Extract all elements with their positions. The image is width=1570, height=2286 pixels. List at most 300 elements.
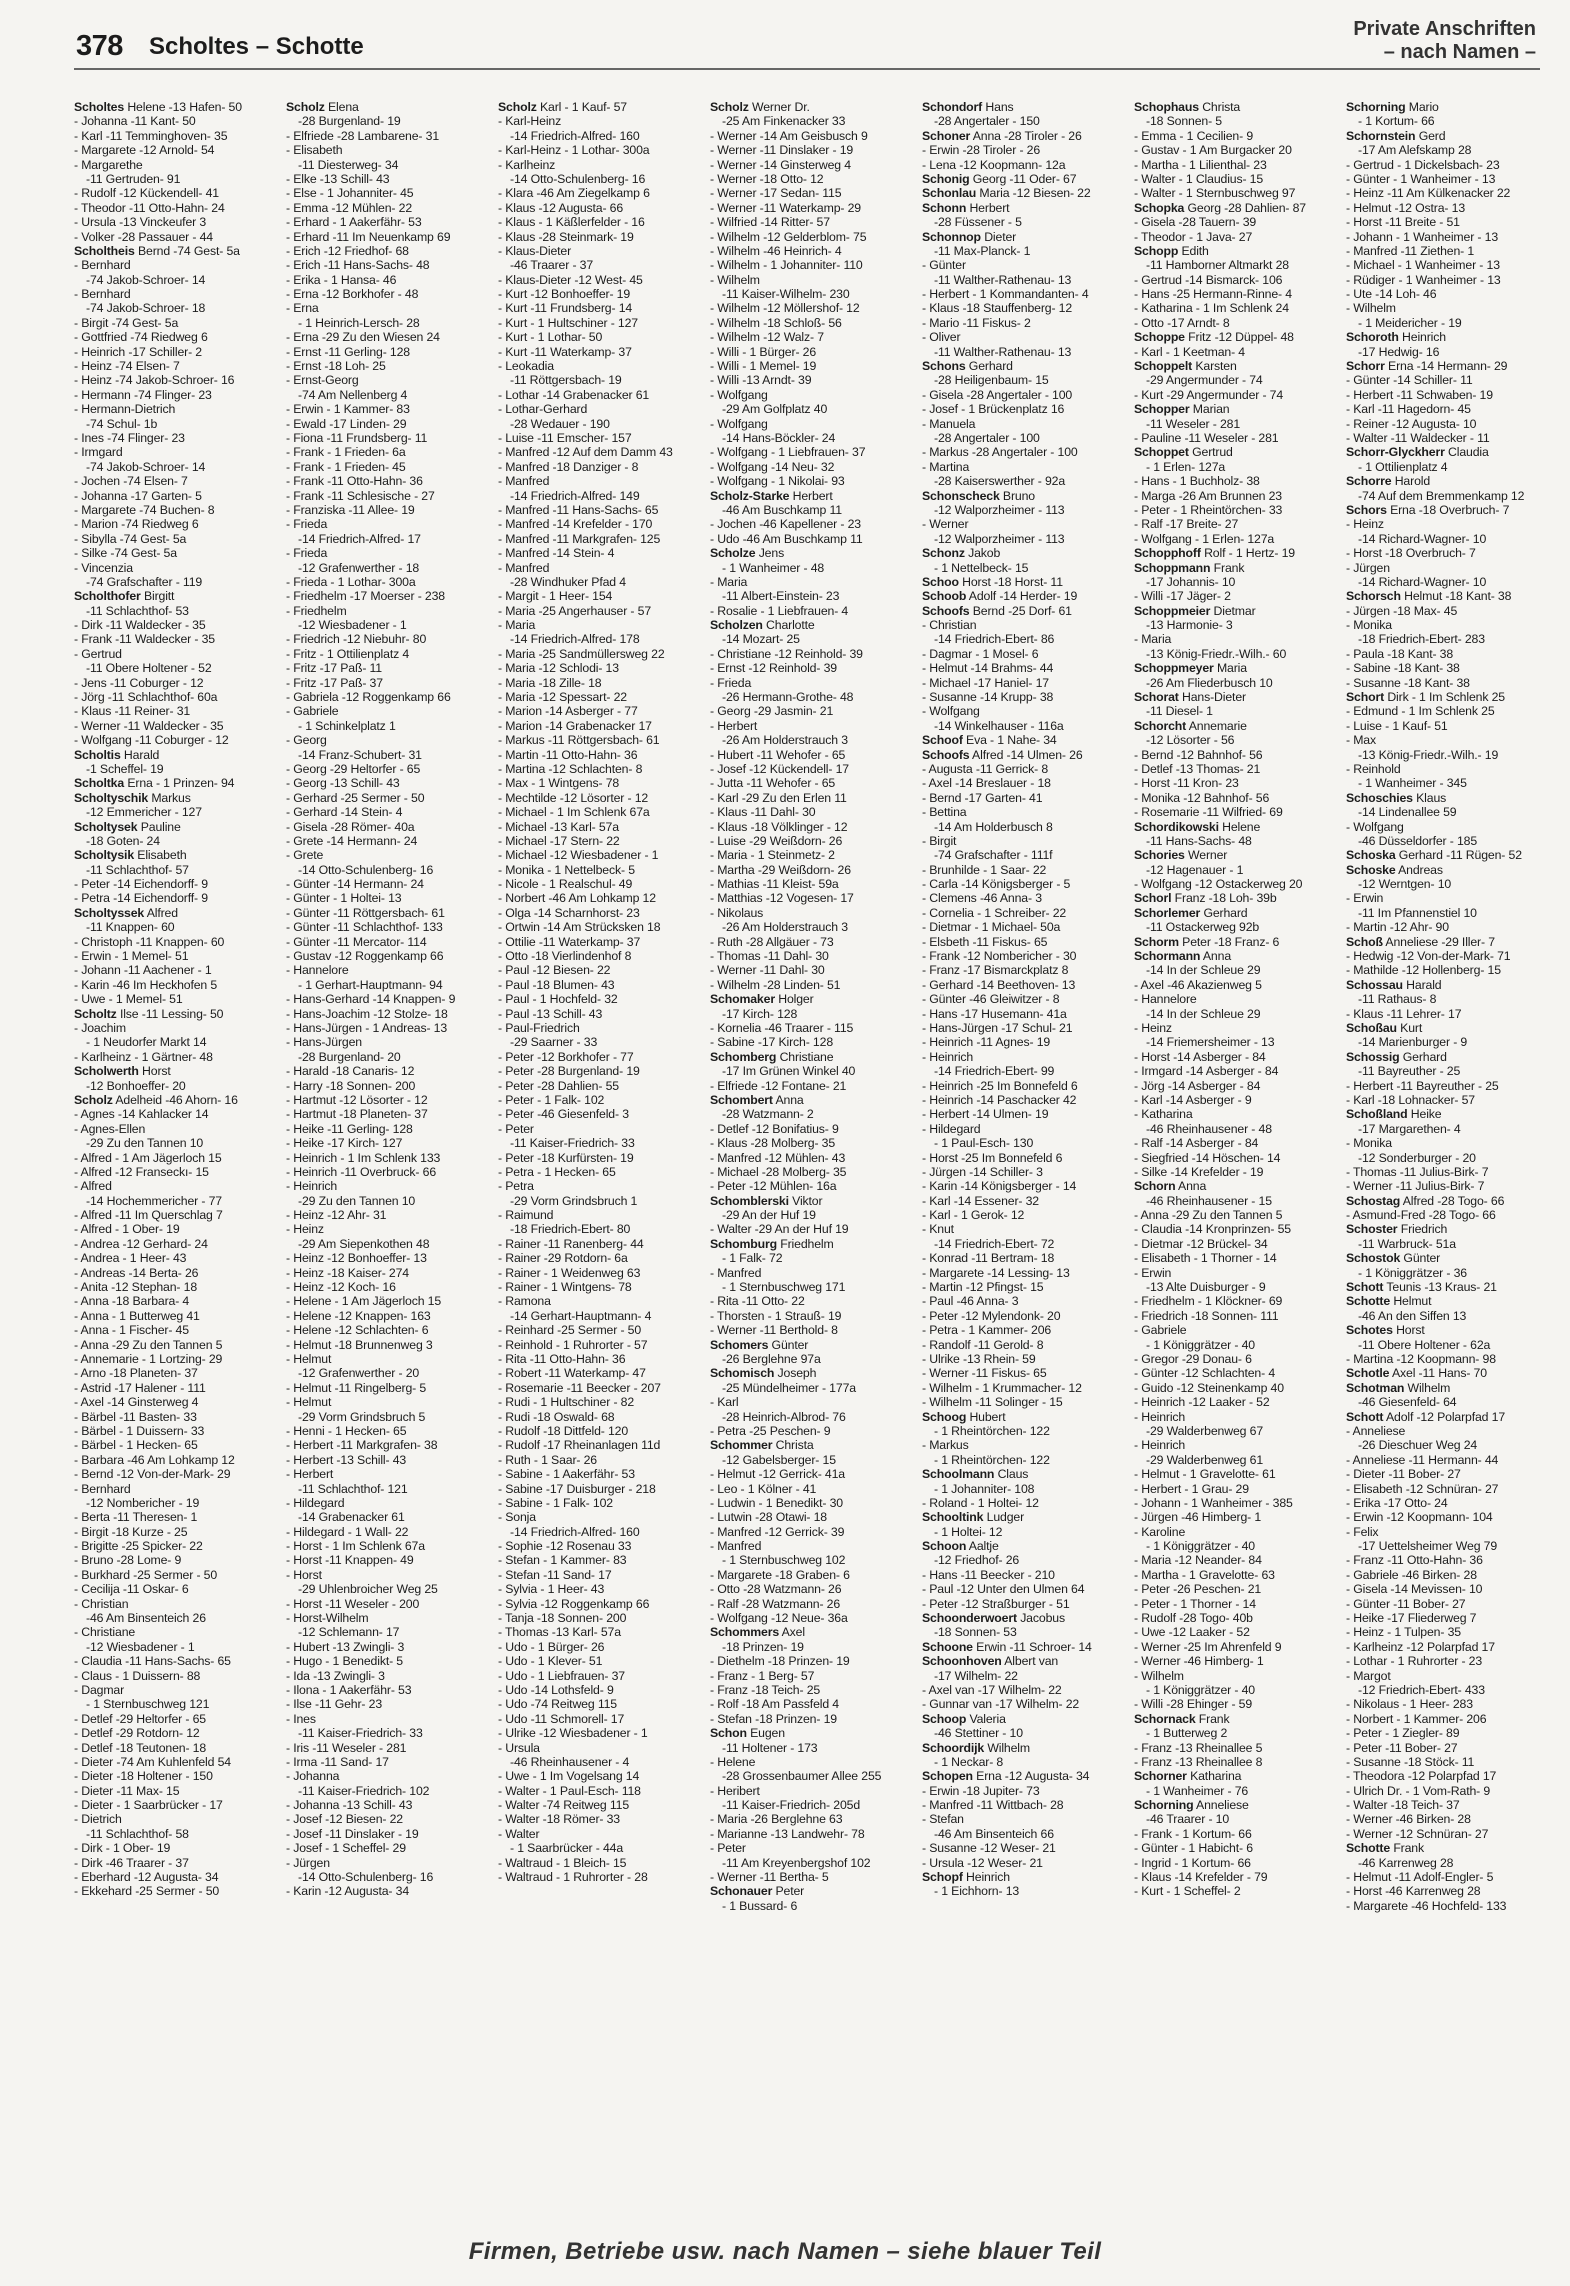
directory-entry-line: - Karoline bbox=[1134, 1524, 1186, 1539]
directory-entry-line: - Reinhard -25 Sermer - 50 bbox=[498, 1323, 642, 1338]
directory-entry-line: - Michael -17 Haniel- 17 bbox=[922, 675, 1049, 690]
directory-entry-line: Scholtka Erna - 1 Prinzen- 94 bbox=[74, 776, 235, 791]
directory-entry-line: - Alfred -11 Im Querschlag 7 bbox=[74, 1208, 223, 1223]
directory-entry-line: - Frank - 1 Frieden- 45 bbox=[286, 459, 406, 474]
directory-entry-line: - Hans-Joachim -12 Stolze- 18 bbox=[286, 1006, 448, 1021]
directory-entry-line: -11 Röttgersbach- 19 bbox=[510, 373, 622, 388]
directory-entry-line: - Elsbeth -11 Fiskus- 65 bbox=[922, 934, 1048, 949]
directory-entry-line: - Emma -12 Mühlen- 22 bbox=[286, 200, 413, 215]
directory-entry-line: -14 Franz-Schubert- 31 bbox=[298, 747, 422, 762]
directory-entry-line: Schoob Adolf -14 Herder- 19 bbox=[922, 589, 1078, 604]
directory-entry-line: -29 Uhlenbroicher Weg 25 bbox=[298, 1582, 438, 1597]
directory-entry-line: - Kornelia -46 Traarer - 115 bbox=[710, 1021, 854, 1035]
directory-entry-line: Schornstein Gerd bbox=[1346, 128, 1446, 143]
directory-entry-line: - Herbert -13 Schill- 43 bbox=[286, 1452, 407, 1467]
directory-entry-line: - Rosemarie -11 Beecker - 207 bbox=[498, 1380, 661, 1395]
directory-entry-line: - Erwin -18 Jupiter- 73 bbox=[922, 1783, 1040, 1798]
directory-entry-line: - Burkhard -25 Sermer - 50 bbox=[74, 1567, 218, 1582]
directory-entry-line: Scholtyssek Alfred bbox=[74, 905, 178, 920]
directory-entry-line: Scholze Jens bbox=[710, 546, 785, 561]
directory-entry-line: - Sophie -12 Rosenau 33 bbox=[498, 1539, 632, 1554]
directory-entry-line: - Werner -11 Berthold- 8 bbox=[710, 1323, 838, 1338]
directory-entry-line: - Jochen -46 Kapellener - 23 bbox=[710, 517, 861, 532]
directory-entry-line: - Axel -14 Breslauer - 18 bbox=[922, 776, 1051, 791]
directory-entry-line: - Vincenzia bbox=[74, 560, 133, 575]
directory-entry-line: - Helmut bbox=[286, 1351, 332, 1366]
directory-entry-line: -17 Johannis- 10 bbox=[1146, 574, 1236, 589]
directory-entry-line: - Maria bbox=[1134, 632, 1172, 647]
directory-entry-line: - Hubert -11 Wehofer - 65 bbox=[710, 747, 846, 762]
directory-entry-line: - 1 Meidericher - 19 bbox=[1358, 315, 1462, 330]
directory-entry-line: - Elisabeth - 1 Thorner - 14 bbox=[1134, 1251, 1277, 1266]
directory-entry-line: - Sylvia -12 Roggenkamp 66 bbox=[498, 1596, 650, 1611]
directory-entry-line: - Ernst -18 Loh- 25 bbox=[286, 359, 386, 374]
directory-entry-line: Schorat Hans-Dieter bbox=[1134, 690, 1246, 705]
directory-entry-line: - Hans -11 Beecker - 210 bbox=[922, 1567, 1055, 1582]
directory-entry-line: - Hildegard bbox=[922, 1121, 981, 1136]
directory-entry-line: - 1 Rheintörchen- 122 bbox=[934, 1452, 1050, 1467]
directory-column-7 bbox=[1346, 100, 1554, 2230]
directory-entry-line: -74 Grafschafter - 111f bbox=[934, 848, 1053, 863]
directory-entry-line: Scholtheis Bernd -74 Gest- 5a bbox=[74, 243, 240, 258]
directory-entry-line: - Ralf -17 Breite- 27 bbox=[1134, 517, 1239, 532]
directory-entry-line: - Erika - 1 Hansa- 46 bbox=[286, 272, 397, 287]
directory-entry-line: Scholz Karl - 1 Kauf- 57 bbox=[498, 100, 627, 114]
directory-entry-line: -11 Walther-Rathenau- 13 bbox=[934, 272, 1072, 287]
directory-entry-line: - Udo -11 Schmorell- 17 bbox=[498, 1711, 625, 1726]
directory-entry-line: Schoroth Heinrich bbox=[1346, 330, 1446, 345]
directory-entry-line: Schorlemer Gerhard bbox=[1134, 905, 1248, 920]
directory-entry-line: -28 Wedauer - 190 bbox=[510, 416, 610, 431]
directory-entry-line: Scholz-Starke Herbert bbox=[710, 488, 833, 503]
directory-entry-line: - Heinz -74 Jakob-Schroer- 16 bbox=[74, 373, 235, 388]
directory-entry-line: - Werner -46 Birken- 28 bbox=[1346, 1812, 1471, 1827]
directory-entry-line: - Werner -14 Am Geisbusch 9 bbox=[710, 128, 868, 143]
directory-entry-line: - Heike -17 Fliederweg 7 bbox=[1346, 1611, 1477, 1626]
directory-entry-line: Schoog Hubert bbox=[922, 1409, 1006, 1424]
directory-entry-line: - Dagmar bbox=[74, 1682, 125, 1697]
directory-entry-line: - Silke -74 Gest- 5a bbox=[74, 546, 177, 561]
directory-entry-line: - Gottfried -74 Riedweg 6 bbox=[74, 330, 208, 345]
directory-entry-line: - Günter - 1 Holtei- 13 bbox=[286, 891, 402, 906]
directory-entry-line: - Rainer -11 Ranenberg- 44 bbox=[498, 1236, 644, 1251]
directory-entry-line: - Theodor - 1 Java- 27 bbox=[1134, 229, 1253, 244]
directory-entry-line: - Wilhelm bbox=[1346, 301, 1396, 316]
directory-entry-line: - Günter -11 Röttgersbach- 61 bbox=[286, 905, 445, 920]
directory-entry-line: - Jochen -74 Elsen- 7 bbox=[74, 474, 188, 489]
directory-entry-line: - Leokadia bbox=[498, 359, 554, 374]
directory-entry-line: Schoschies Klaus bbox=[1346, 790, 1447, 805]
directory-entry-line: - 1 Ottilienplatz 4 bbox=[1358, 459, 1448, 474]
directory-entry-line: - Franz -18 Teich- 25 bbox=[710, 1682, 821, 1697]
directory-entry-line: -17 Uettelsheimer Weg 79 bbox=[1358, 1539, 1498, 1554]
directory-entry-line: -12 Wiesbadener - 1 bbox=[86, 1639, 195, 1654]
directory-entry-line: -28 Angertaler - 100 bbox=[934, 430, 1040, 445]
directory-entry-line: - Rudolf -28 Togo- 40b bbox=[1134, 1611, 1253, 1626]
directory-entry-line: - Heinrich - 1 Im Schlenk 133 bbox=[286, 1150, 441, 1165]
directory-entry-line: - Karl -18 Lohnacker- 57 bbox=[1346, 1092, 1475, 1107]
directory-entry-line: -14 In der Schleue 29 bbox=[1146, 963, 1261, 978]
directory-entry-line: -29 Zu den Tannen 10 bbox=[86, 1136, 204, 1151]
directory-entry-line: -18 Sonnen- 53 bbox=[934, 1625, 1017, 1640]
directory-entry-line: Schoordijk Wilhelm bbox=[922, 1740, 1030, 1755]
directory-entry-line: - Nikolaus bbox=[710, 905, 764, 920]
directory-entry-line: -29 Walderbenweg 67 bbox=[1146, 1423, 1264, 1438]
directory-column-3 bbox=[498, 100, 706, 2230]
directory-entry-line: - Kurt - 1 Lothar- 50 bbox=[498, 330, 603, 345]
directory-entry-line: - Gisela -14 Mevissen- 10 bbox=[1346, 1582, 1483, 1597]
directory-entry-line: - Karl -11 Temminghoven- 35 bbox=[74, 128, 228, 143]
directory-entry-line: - 1 Holtei- 12 bbox=[934, 1524, 1003, 1539]
directory-entry-line: - Erwin bbox=[1346, 891, 1384, 906]
directory-entry-line: - Cornelia - 1 Schreiber- 22 bbox=[922, 905, 1067, 920]
directory-entry-line: - Johanna -11 Kant- 50 bbox=[74, 114, 196, 129]
directory-entry-line: - Heinz -11 Am Külkenacker 22 bbox=[1346, 186, 1511, 201]
directory-entry-line: - Ursula -13 Vinckeufer 3 bbox=[74, 215, 207, 230]
directory-entry-line: - 1 Kortum- 66 bbox=[1358, 114, 1435, 129]
directory-entry-line: - Carla -14 Königsberger - 5 bbox=[922, 877, 1071, 892]
directory-entry-line: - Randolf -11 Gerold- 8 bbox=[922, 1337, 1044, 1352]
directory-entry-line: - Diethelm -18 Prinzen- 19 bbox=[710, 1654, 850, 1669]
directory-entry-line: - Anneliese bbox=[1346, 1423, 1406, 1438]
directory-entry-line: -14 Otto-Schulenberg- 16 bbox=[298, 862, 434, 877]
directory-entry-line: -18 Prinzen- 19 bbox=[722, 1639, 804, 1654]
directory-entry-line: - Helmut -12 Gerrick- 41a bbox=[710, 1467, 845, 1482]
directory-entry-line: - Friedhelm bbox=[286, 603, 347, 618]
directory-entry-line: - Clemens -46 Anna- 3 bbox=[922, 891, 1042, 906]
directory-entry-line: - Johann - 1 Wanheimer - 385 bbox=[1134, 1495, 1293, 1510]
directory-entry-line: - Rudolf -12 Kückendell- 41 bbox=[74, 186, 219, 201]
directory-entry-line: - Hans-Jürgen - 1 Andreas- 13 bbox=[286, 1021, 448, 1035]
directory-entry-line: - Ortwin -14 Am Strücksken 18 bbox=[498, 920, 661, 935]
directory-entry-line: - Hedwig -12 Von-der-Mark- 71 bbox=[1346, 949, 1511, 964]
directory-entry-line: - Detlef -18 Teutonen- 18 bbox=[74, 1740, 207, 1755]
directory-entry-line: Schoppelt Karsten bbox=[1134, 359, 1237, 374]
directory-entry-line: -14 Am Holderbusch 8 bbox=[934, 819, 1053, 834]
directory-entry-line: - Dieter -18 Holtener - 150 bbox=[74, 1769, 213, 1784]
directory-entry-line: - Theodor -11 Otto-Hahn- 24 bbox=[74, 200, 225, 215]
directory-entry-line: - Klaus -18 Stauffenberg- 12 bbox=[922, 301, 1073, 316]
directory-entry-line: - Peter -12 Mylendonk- 20 bbox=[922, 1308, 1061, 1323]
directory-entry-line: -46 Am Binsenteich 66 bbox=[934, 1826, 1054, 1841]
directory-entry-line: -11 Bayreuther - 25 bbox=[1358, 1064, 1461, 1079]
directory-entry-line: -11 Ostackerweg 92b bbox=[1146, 920, 1260, 935]
directory-entry-line: - Max bbox=[1346, 733, 1376, 748]
directory-entry-line: - Olga -14 Scharnhorst- 23 bbox=[498, 905, 640, 920]
directory-entry-line: - Brigitte -25 Spicker- 22 bbox=[74, 1539, 203, 1554]
directory-entry-line: - Annemarie - 1 Lortzing- 29 bbox=[74, 1351, 223, 1366]
directory-entry-line: -74 Jakob-Schroer- 18 bbox=[86, 301, 206, 316]
page-number: 378 bbox=[76, 30, 123, 62]
directory-entry-line: - Heinz - 1 Tulpen- 35 bbox=[1346, 1625, 1461, 1640]
directory-entry-line: - Ludwin - 1 Benedikt- 30 bbox=[710, 1495, 843, 1510]
directory-entry-line: - Axel -14 Ginsterweg 4 bbox=[74, 1395, 199, 1410]
directory-column-2 bbox=[286, 100, 494, 2230]
directory-entry-line: -14 In der Schleue 29 bbox=[1146, 1006, 1261, 1021]
directory-entry-line: - Hildegard bbox=[286, 1495, 345, 1510]
directory-entry-line: - Herbert -11 Bayreuther - 25 bbox=[1346, 1078, 1499, 1093]
directory-entry-line: -11 Max-Planck- 1 bbox=[934, 243, 1031, 258]
directory-entry-line: - Günter -11 Bober- 27 bbox=[1346, 1596, 1466, 1611]
directory-entry-line: - Michael - 1 Wanheimer - 13 bbox=[1346, 258, 1500, 273]
directory-entry-line: - Stefan bbox=[922, 1812, 964, 1827]
directory-entry-line: - Werner -11 Waldecker - 35 bbox=[74, 718, 224, 733]
directory-entry-line: - Claudia -14 Kronprinzen- 55 bbox=[1134, 1222, 1291, 1237]
directory-entry-line: - 1 Sternbuschweg 121 bbox=[86, 1697, 210, 1712]
directory-entry-line: - Frieda - 1 Lothar- 300a bbox=[286, 574, 416, 589]
directory-entry-line: - Bernhard bbox=[74, 1481, 131, 1496]
directory-entry-line: - Hannelore bbox=[1134, 992, 1197, 1007]
directory-entry-line: - Sabine -17 Kirch- 128 bbox=[710, 1035, 834, 1050]
directory-entry-line: - Helmut bbox=[286, 1395, 332, 1410]
directory-entry-line: Schopper Marian bbox=[1134, 402, 1230, 417]
directory-entry-line: - Harry -18 Sonnen- 200 bbox=[286, 1078, 416, 1093]
directory-entry-line: - 1 Sternbuschweg 171 bbox=[722, 1280, 846, 1295]
directory-entry-line: - Monika -12 Bahnhof- 56 bbox=[1134, 790, 1270, 805]
directory-entry-line: - Peter -18 Kurfürsten- 19 bbox=[498, 1150, 634, 1165]
directory-entry-line: -11 Diesel- 1 bbox=[1146, 704, 1213, 719]
directory-entry-line: -12 Lösorter - 56 bbox=[1146, 733, 1235, 748]
directory-entry-line: - Josef -12 Biesen- 22 bbox=[286, 1812, 403, 1827]
directory-entry-line: - Franz - 1 Berg- 57 bbox=[710, 1668, 815, 1683]
directory-entry-line: - Luise -29 Weißdorn- 26 bbox=[710, 833, 843, 848]
directory-entry-line: - Gertrud - 1 Dickelsbach- 23 bbox=[1346, 157, 1500, 172]
directory-entry-line: - Helmut -18 Brunnenweg 3 bbox=[286, 1337, 433, 1352]
directory-entry-line: Schorn Anna bbox=[1134, 1179, 1207, 1194]
directory-entry-line: - Detlef -12 Bonifatius- 9 bbox=[710, 1121, 839, 1136]
directory-entry-line: - Petra -14 Eichendorff- 9 bbox=[74, 891, 208, 906]
directory-entry-line: - Werner -11 Waterkamp- 29 bbox=[710, 200, 861, 215]
directory-entry-line: - Ulrike -13 Rhein- 59 bbox=[922, 1351, 1036, 1366]
directory-entry-line: - Heinz -12 Bonhoeffer- 13 bbox=[286, 1251, 427, 1266]
directory-entry-line: Schophaus Christa bbox=[1134, 100, 1241, 114]
directory-entry-line: - Werner -18 Otto- 12 bbox=[710, 171, 824, 186]
directory-entry-line: Scholtyschik Markus bbox=[74, 790, 191, 805]
directory-entry-line: Schonig Georg -11 Oder- 67 bbox=[922, 171, 1077, 186]
directory-entry-line: - Erwin -28 Tiroler - 26 bbox=[922, 143, 1041, 158]
directory-entry-line: - Heinz bbox=[286, 1222, 324, 1237]
directory-entry-line: -29 Vorm Grindsbruch 5 bbox=[298, 1409, 426, 1424]
directory-entry-line: - 1 Schinkelplatz 1 bbox=[298, 718, 396, 733]
directory-entry-line: - Günter bbox=[922, 258, 966, 273]
directory-entry-line: - Walter -18 Römer- 33 bbox=[498, 1812, 620, 1827]
directory-entry-line: - Gerhard -14 Beethoven- 13 bbox=[922, 977, 1076, 992]
directory-entry-line: - Michael -17 Stern- 22 bbox=[498, 833, 620, 848]
directory-entry-line: - Nicole - 1 Realschul- 49 bbox=[498, 877, 633, 892]
directory-entry-line: -28 Heiligenbaum- 15 bbox=[934, 373, 1049, 388]
directory-entry-line: -12 Werntgen- 10 bbox=[1358, 877, 1452, 892]
directory-entry-line: - Elisabeth bbox=[286, 143, 343, 158]
directory-entry-line: - Ulrike -12 Wiesbadener - 1 bbox=[498, 1726, 648, 1741]
directory-entry-line: - Heinrich -12 Laaker - 52 bbox=[1134, 1395, 1270, 1410]
directory-entry-line: - Erna bbox=[286, 301, 319, 316]
directory-entry-line: -46 Rheinhausener - 15 bbox=[1146, 1193, 1272, 1208]
directory-entry-line: Scholtysik Elisabeth bbox=[74, 848, 187, 863]
directory-entry-line: -28 Burgenland- 19 bbox=[298, 114, 401, 129]
directory-entry-line: - Werner -11 Dinslaker - 19 bbox=[710, 143, 854, 158]
directory-entry-line: Schoof Eva - 1 Nahe- 34 bbox=[922, 733, 1057, 748]
directory-entry-line: - Werner -11 Dahl- 30 bbox=[710, 963, 825, 978]
directory-entry-line: - Udo -46 Am Buschkamp 11 bbox=[710, 531, 863, 546]
directory-entry-line: - Wilhelm -46 Heinrich- 4 bbox=[710, 243, 842, 258]
directory-entry-line: Schoon Aaltje bbox=[922, 1539, 999, 1554]
directory-entry-line: - Sabine -17 Duisburger - 218 bbox=[498, 1481, 656, 1496]
directory-entry-line: - Margit - 1 Heer- 154 bbox=[498, 589, 613, 604]
directory-entry-line: - Thomas -13 Karl- 57a bbox=[498, 1625, 621, 1640]
directory-entry-line: - Christiane -12 Reinhold- 39 bbox=[710, 646, 863, 661]
directory-entry-line: - Alfred bbox=[74, 1179, 112, 1194]
directory-entry-line: - Ernst-Georg bbox=[286, 373, 359, 388]
directory-entry-line: - Gerhard -25 Sermer - 50 bbox=[286, 790, 425, 805]
directory-entry-line: - Agnes-Ellen bbox=[74, 1121, 146, 1136]
directory-entry-line: Schooltink Ludger bbox=[922, 1510, 1025, 1525]
directory-entry-line: -14 Otto-Schulenberg- 16 bbox=[510, 171, 646, 186]
directory-entry-line: -26 Dieschuer Weg 24 bbox=[1358, 1438, 1478, 1453]
directory-entry-line: - Irmgard bbox=[74, 445, 123, 460]
directory-entry-line: - Hermann-Dietrich bbox=[74, 402, 176, 417]
directory-entry-line: -11 Im Pfannenstiel 10 bbox=[1358, 905, 1477, 920]
directory-entry-line: - Manfred -11 Hans-Sachs- 65 bbox=[498, 502, 659, 517]
directory-entry-line: - Walter - 1 Paul-Esch- 118 bbox=[498, 1783, 641, 1798]
directory-entry-line: - Bärbel -11 Basten- 33 bbox=[74, 1409, 197, 1424]
directory-entry-line: - Irmgard -14 Asberger - 84 bbox=[1134, 1064, 1279, 1079]
directory-entry-line: - Dirk - 1 Ober- 19 bbox=[74, 1841, 171, 1856]
directory-entry-line: -12 Nombericher - 19 bbox=[86, 1495, 200, 1510]
directory-entry-line: - Monika - 1 Nettelbeck- 5 bbox=[498, 862, 635, 877]
directory-entry-line: - Peter -28 Burgenland- 19 bbox=[498, 1064, 640, 1079]
directory-entry-line: - Claudia -11 Hans-Sachs- 65 bbox=[74, 1654, 231, 1669]
directory-entry-line: - Franz -11 Otto-Hahn- 36 bbox=[1346, 1553, 1483, 1568]
directory-entry-line: - Martina -12 Koopmann- 98 bbox=[1346, 1351, 1496, 1366]
directory-entry-line: - Axel -46 Akazienweg 5 bbox=[1134, 977, 1262, 992]
directory-entry-line: - Grete bbox=[286, 848, 324, 863]
directory-entry-line: -11 Kaiser-Friedrich- 102 bbox=[298, 1783, 430, 1798]
directory-entry-line: - Marion -14 Asberger - 77 bbox=[498, 704, 638, 719]
directory-entry-line: - Joachim bbox=[74, 1021, 126, 1035]
directory-entry-line: - Arno -18 Planeten- 37 bbox=[74, 1366, 198, 1381]
directory-entry-line: - Edmund - 1 Im Schlenk 25 bbox=[1346, 704, 1495, 719]
directory-entry-line: Scholtes Helene -13 Hafen- 50 bbox=[74, 100, 242, 114]
directory-entry-line: Schonlau Maria -12 Biesen- 22 bbox=[922, 186, 1091, 201]
directory-entry-line: -28 Watzmann- 2 bbox=[722, 1107, 814, 1122]
directory-entry-line: - Sabine - 1 Falk- 102 bbox=[498, 1495, 613, 1510]
directory-entry-line: - Birgit -74 Gest- 5a bbox=[74, 315, 179, 330]
directory-entry-line: - Klaus -11 Dahl- 30 bbox=[710, 805, 816, 820]
directory-entry-line: - Bernd -12 Bahnhof- 56 bbox=[1134, 747, 1263, 762]
directory-entry-line: -11 Schlachthof- 53 bbox=[86, 603, 189, 618]
directory-entry-line: Scholz Adelheid -46 Ahorn- 16 bbox=[74, 1092, 238, 1107]
directory-entry-line: - Fiona -11 Frundsberg- 11 bbox=[286, 430, 428, 445]
directory-entry-line: -28 Heinrich-Albrod- 76 bbox=[722, 1409, 846, 1424]
directory-entry-line: -28 Angertaler - 150 bbox=[934, 114, 1040, 129]
directory-entry-line: - Guido -12 Steinenkamp 40 bbox=[1134, 1380, 1284, 1395]
directory-entry-line: - Willi -13 Arndt- 39 bbox=[710, 373, 812, 388]
directory-entry-line: Schoofs Bernd -25 Dorf- 61 bbox=[922, 603, 1072, 618]
directory-entry-line: - Udo - 1 Liebfrauen- 37 bbox=[498, 1668, 625, 1683]
directory-entry-line: - Alfred - 1 Am Jägerloch 15 bbox=[74, 1150, 222, 1165]
directory-entry-line: - Horst -14 Asberger - 84 bbox=[1134, 1049, 1266, 1064]
directory-entry-line: Schotte Frank bbox=[1346, 1841, 1424, 1856]
directory-entry-line: - Johanna -17 Garten- 5 bbox=[74, 488, 202, 503]
directory-entry-line: -26 Berglehne 97a bbox=[722, 1351, 821, 1366]
directory-entry-line: - Walter -11 Waldecker - 11 bbox=[1346, 430, 1490, 445]
directory-entry-line: - Frank - 1 Frieden- 6a bbox=[286, 445, 406, 460]
directory-entry-line: - Gertrud bbox=[74, 646, 122, 661]
directory-entry-line: -11 Kaiser-Wilhelm- 230 bbox=[722, 287, 850, 302]
directory-entry-line: - Nikolaus - 1 Heer- 283 bbox=[1346, 1697, 1473, 1712]
directory-entry-line: - Friedrich -18 Sonnen- 111 bbox=[1134, 1308, 1279, 1323]
directory-entry-line: Schorr-Glyckherr Claudia bbox=[1346, 445, 1489, 460]
directory-entry-line: -14 Friedrich-Alfred- 149 bbox=[510, 488, 640, 503]
directory-entry-line: - Marga -26 Am Brunnen 23 bbox=[1134, 488, 1282, 503]
directory-entry-line: - Peter -12 Borkhofer - 77 bbox=[498, 1049, 634, 1064]
directory-entry-line: - Norbert -46 Am Lohkamp 12 bbox=[498, 891, 656, 906]
directory-entry-line: - Grete -14 Hermann- 24 bbox=[286, 833, 418, 848]
directory-entry-line: -14 Friedrich-Alfred- 17 bbox=[298, 531, 421, 546]
directory-entry-line: -13 König-Friedr.-Wilh.- 19 bbox=[1358, 747, 1499, 762]
directory-entry-line: -11 Hamborner Altmarkt 28 bbox=[1146, 258, 1289, 273]
directory-entry-line: -14 Hochemmericher - 77 bbox=[86, 1193, 222, 1208]
directory-entry-line: - Werner -11 Fiskus- 65 bbox=[922, 1366, 1047, 1381]
directory-entry-line: - Michael -12 Wiesbadener - 1 bbox=[498, 848, 659, 863]
directory-entry-line: - Sabine - 1 Aakerfähr- 53 bbox=[498, 1467, 635, 1482]
directory-entry-line: - Jutta -11 Wehofer - 65 bbox=[710, 776, 836, 791]
directory-entry-line: - Herbert bbox=[710, 718, 758, 733]
directory-entry-line: -26 Am Fliederbusch 10 bbox=[1146, 675, 1273, 690]
directory-entry-line: - Maria -25 Angerhauser - 57 bbox=[498, 603, 652, 618]
directory-entry-line: -18 Goten- 24 bbox=[86, 833, 160, 848]
directory-entry-line: -11 Walther-Rathenau- 13 bbox=[934, 344, 1072, 359]
directory-entry-line: - Ruth -28 Allgäuer - 73 bbox=[710, 934, 834, 949]
directory-entry-line: -28 Kaiserswerther - 92a bbox=[934, 474, 1066, 489]
directory-entry-line: - Karl -14 Essener- 32 bbox=[922, 1193, 1039, 1208]
directory-entry-line: Schoske Andreas bbox=[1346, 862, 1443, 877]
directory-entry-line: Schoo Horst -18 Horst- 11 bbox=[922, 574, 1063, 589]
directory-entry-line: - Wilhelm - 1 Johanniter- 110 bbox=[710, 258, 863, 273]
directory-entry-line: - Peter - 1 Rheintörchen- 33 bbox=[1134, 502, 1283, 517]
directory-columns bbox=[74, 100, 1548, 2230]
directory-entry-line: -17 Wilhelm- 22 bbox=[934, 1668, 1018, 1683]
directory-entry-line: - Ursula bbox=[498, 1740, 540, 1755]
directory-entry-line: - Willi - 1 Bürger- 26 bbox=[710, 344, 817, 359]
directory-entry-line: -28 Füssener - 5 bbox=[934, 215, 1022, 230]
directory-entry-line: - Kurt - 1 Scheffel- 2 bbox=[1134, 1884, 1241, 1899]
directory-entry-line: -14 Mozart- 25 bbox=[722, 632, 800, 647]
directory-entry-line: Schossau Harald bbox=[1346, 977, 1442, 992]
directory-entry-line: Schomisch Joseph bbox=[710, 1366, 817, 1381]
directory-entry-line: Schonn Herbert bbox=[922, 200, 1010, 215]
directory-entry-line: - Michael -13 Karl- 57a bbox=[498, 819, 619, 834]
directory-entry-line: Schopf Heinrich bbox=[922, 1870, 1010, 1885]
directory-entry-line: - Karl - 1 Gerok- 12 bbox=[922, 1208, 1025, 1223]
directory-entry-line: - Gisela -28 Römer- 40a bbox=[286, 819, 415, 834]
directory-entry-line: - Hermann -74 Flinger- 23 bbox=[74, 387, 212, 402]
directory-entry-line: - Asmund-Fred -28 Togo- 66 bbox=[1346, 1208, 1496, 1223]
directory-entry-line: -12 Hagenauer - 1 bbox=[1146, 862, 1244, 877]
directory-entry-line: - Günter -14 Schiller- 11 bbox=[1346, 373, 1473, 388]
directory-entry-line: Schoster Friedrich bbox=[1346, 1222, 1448, 1237]
directory-entry-line: - Fritz -17 Paß- 11 bbox=[286, 661, 382, 676]
directory-entry-line: - Rainer -29 Rotdorn- 6a bbox=[498, 1251, 628, 1266]
directory-entry-line: -12 Schlemann- 17 bbox=[298, 1625, 400, 1640]
directory-entry-line: - Manuela bbox=[922, 416, 976, 431]
directory-entry-line: - Otto -18 Vierlindenhof 8 bbox=[498, 949, 632, 964]
directory-entry-line: - Ernst -11 Gerling- 128 bbox=[286, 344, 410, 359]
directory-entry-line: - Peter - 1 Ziegler- 89 bbox=[1346, 1726, 1460, 1741]
directory-entry-line: - Klaus-Dieter bbox=[498, 243, 572, 258]
directory-entry-line: Scholz Elena bbox=[286, 100, 359, 114]
directory-entry-line: -11 Hans-Sachs- 48 bbox=[1146, 833, 1252, 848]
